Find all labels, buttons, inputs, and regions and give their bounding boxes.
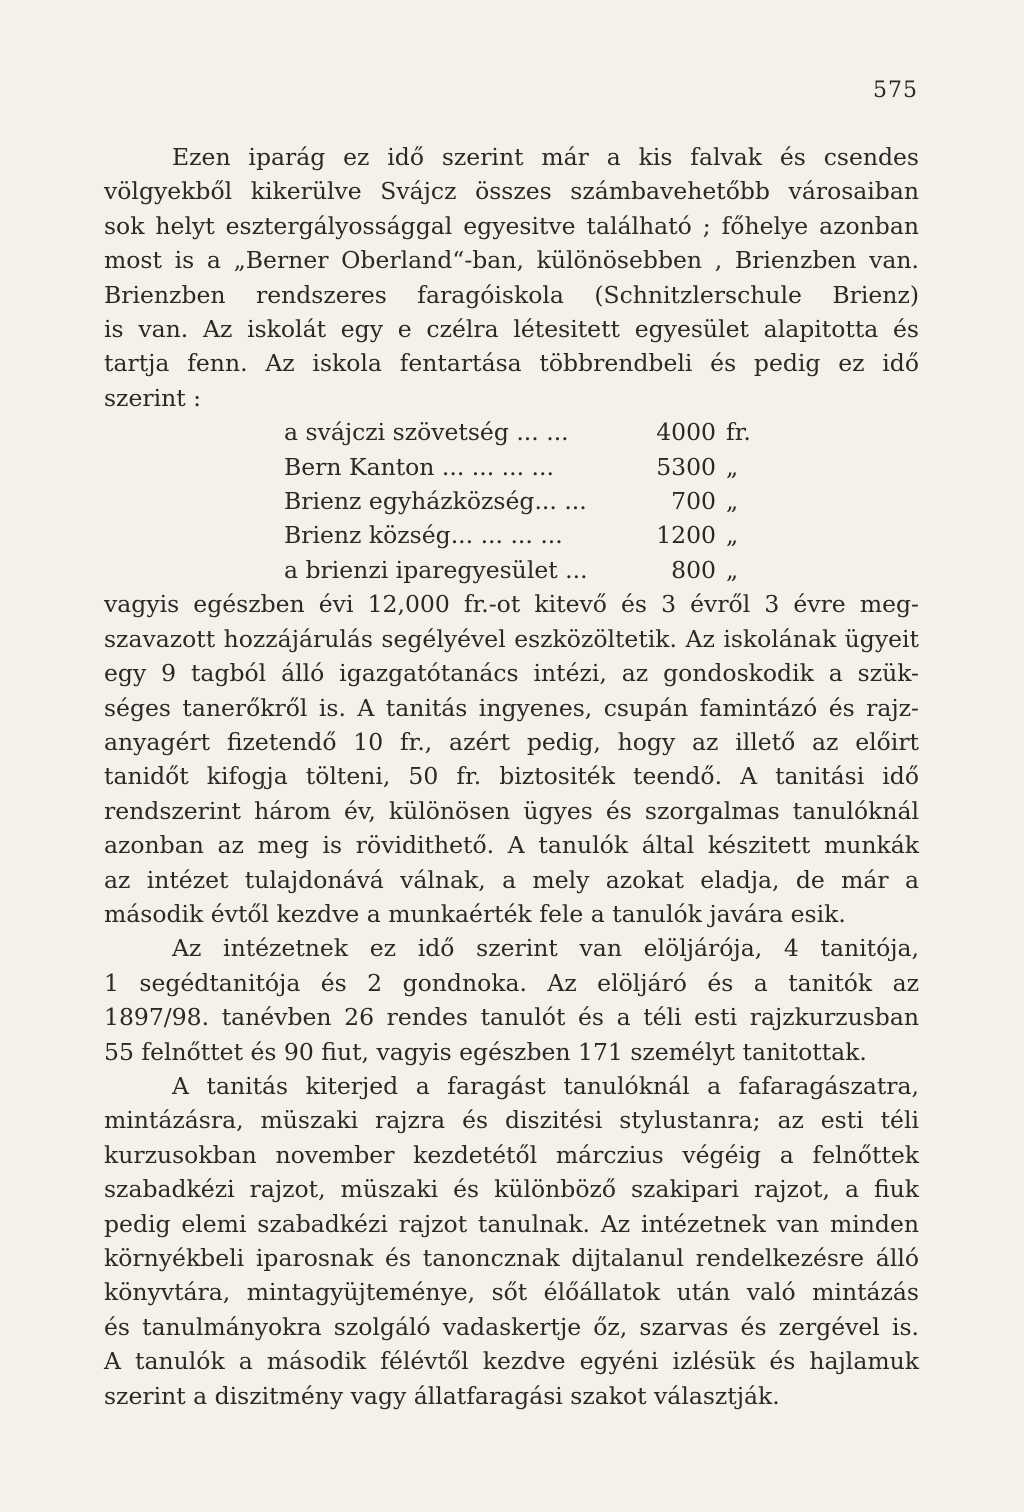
text-line: tanidőt kifogja tölteni, 50 fr. biztositék teendő. A tanitási idő (104, 762, 919, 791)
contributor-name: a svájczi szövetség ... ... (284, 418, 569, 447)
text-line: A tanulók a második félévtől kezdve egyéni izlésük és hajlamuk (104, 1347, 919, 1376)
text-line: környékbeli iparosnak és tanoncznak dijtalanul rendelkezésre álló (104, 1244, 919, 1272)
text-line: most is a „Berner Oberland“-ban, különösebben , Brienzben van. (104, 246, 919, 275)
table-row (284, 415, 751, 449)
text-line: szerint a diszitmény vagy állatfaragási szakot választják. (104, 1381, 780, 1410)
contribution-amount: 700 (671, 487, 716, 516)
page-number: 575 (873, 78, 918, 103)
body-text (104, 140, 919, 1413)
text-line: szerint : (104, 383, 202, 412)
currency-unit: „ (726, 555, 739, 584)
contribution-amount: 1200 (656, 521, 716, 550)
text-line: az intézet tulajdonává válnak, a mely azokat eladja, de már a (104, 865, 919, 894)
text-line: is van. Az iskolát egy e czélra létesitett egyesület alapitotta és (104, 315, 919, 344)
text-line: sok helyt esztergályossággal egyesitve található ; főhelye azonban (104, 211, 919, 240)
contribution-table (284, 415, 751, 587)
text-line: tartja fenn. Az iskola fentartása többrendbeli és pedig ez idő (104, 349, 919, 378)
currency-unit: „ (726, 521, 739, 550)
currency-unit: „ (726, 487, 739, 516)
text-line: 1897/98. tanévben 26 rendes tanulót és a téli esti rajzkurzusban (104, 1003, 919, 1032)
currency-unit: „ (726, 452, 739, 481)
text-line: Brienzben rendszeres faragóiskola (Schnitzlerschule Brienz) (104, 280, 919, 309)
text-line: kurzusokban november kezdetétől márczius végéig a felnőttek (104, 1140, 919, 1169)
text-line: és tanulmányokra szolgáló vadaskertje őz, szarvas és zergével is. (104, 1312, 919, 1341)
table-row (284, 484, 751, 518)
text-line: völgyekből kikerülve Svájcz összes számbavehetőbb városaiban (104, 177, 919, 206)
text-line: vagyis egészben évi 12,000 fr.-ot kitevő és 3 évről 3 évre meg- (104, 590, 919, 619)
text-line: pedig elemi szabadkézi rajzot tanulnak. Az intézetnek van minden (104, 1209, 919, 1238)
text-line: 55 felnőttet és 90 fiut, vagyis egészben 171 személyt tanitottak. (104, 1037, 867, 1066)
paragraph-staff (104, 931, 919, 1069)
text-line: második évtől kezdve a munkaérték fele a tanulók javára esik. (104, 899, 846, 928)
text-line: könyvtára, mintagyüjteménye, sőt élőállatok után való mintázás (104, 1278, 919, 1307)
contributor-name: a brienzi iparegyesület ... (284, 555, 588, 584)
text-line: szabadkézi rajzot, müszaki és különböző szakipari rajzot, a fiuk (104, 1175, 919, 1204)
text-line: azonban az meg is rövidithető. A tanulók által készitett munkák (104, 831, 919, 860)
text-line: 1 segédtanitója és 2 gondnoka. Az elöljáró és a tanitók az (104, 968, 919, 997)
paragraph-intro (104, 140, 919, 415)
text-line: A tanitás kiterjed a faragást tanulóknál a fafaragászatra, (172, 1071, 919, 1100)
text-line: anyagért fizetendő 10 fr., azért pedig, hogy az illető az előirt (104, 727, 919, 756)
table-row (284, 553, 751, 587)
text-line: szavazott hozzájárulás segélyével eszközöltetik. Az iskolának ügyeit (104, 624, 919, 653)
contribution-amount: 4000 (656, 418, 716, 447)
table-row (284, 450, 751, 484)
text-line: Az intézetnek ez idő szerint van elöljárója, 4 tanitója, (172, 934, 919, 963)
text-line: rendszerint három év, különösen ügyes és szorgalmas tanulóknál (104, 796, 919, 825)
paragraph-curriculum (104, 1069, 919, 1413)
currency-unit: fr. (726, 418, 751, 447)
table-row (284, 518, 751, 552)
paragraph-funding (104, 587, 919, 931)
text-line: séges tanerőkről is. A tanitás ingyenes, csupán famintázó és rajz- (104, 693, 919, 722)
contributor-name: Brienz egyházközség... ... (284, 487, 587, 516)
text-line: egy 9 tagból álló igazgatótanács intézi, az gondoskodik a szük- (104, 659, 919, 688)
text-line: Ezen iparág ez idő szerint már a kis falvak és csendes (172, 143, 919, 171)
contribution-amount: 800 (671, 555, 716, 584)
contributor-name: Bern Kanton ... ... ... ... (284, 452, 554, 481)
contribution-amount: 5300 (656, 452, 716, 481)
contributor-name: Brienz község... ... ... ... (284, 521, 563, 550)
text-line: mintázásra, müszaki rajzra és diszitési stylustanra; az esti téli (104, 1106, 919, 1135)
